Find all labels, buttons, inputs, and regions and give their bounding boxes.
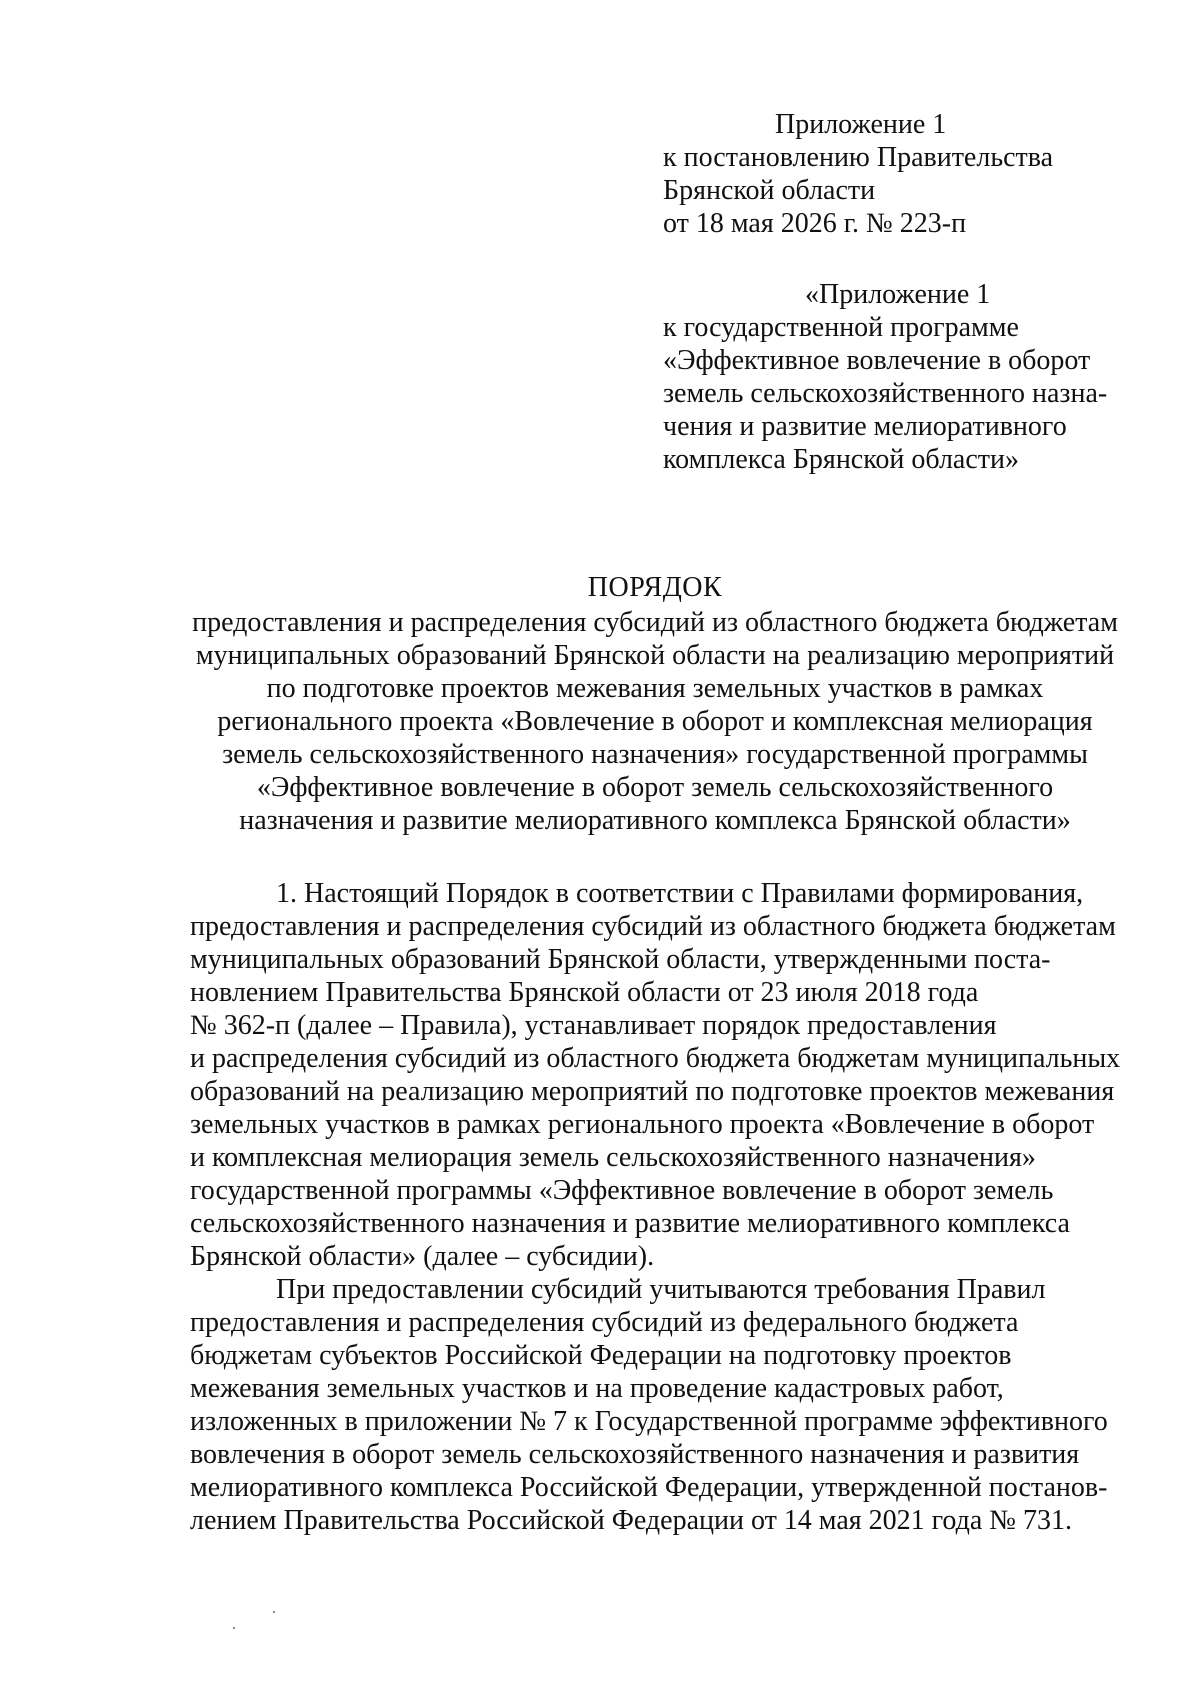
- paragraph-line: и распределения субсидий из областного бюджета бюджетам муниципальных: [190, 1043, 1121, 1074]
- program-attachment-line: чения и развитие мелиоративного: [663, 411, 1067, 442]
- attachment-line: Приложение 1: [775, 109, 947, 140]
- subtitle-line: предоставления и распределения субсидий из областного бюджета бюджетам: [192, 607, 1118, 638]
- paragraph-line: вовлечения в оборот земель сельскохозяйственного назначения и развития: [190, 1439, 1080, 1470]
- scan-speck: [273, 1611, 275, 1613]
- paragraph-line: новлением Правительства Брянской области от 23 июля 2018 года: [190, 977, 979, 1008]
- program-attachment-line: «Эффективное вовлечение в оборот: [663, 345, 1091, 376]
- paragraph-line: предоставления и распределения субсидий из федерального бюджета: [190, 1307, 1019, 1338]
- program-attachment-line: к государственной программе: [663, 312, 1019, 343]
- paragraph-line: образований на реализацию мероприятий по подготовке проектов межевания: [190, 1076, 1115, 1107]
- attachment-line: от 18 мая 2026 г. № 223-п: [663, 208, 967, 239]
- paragraph-line: бюджетам субъектов Российской Федерации на подготовку проектов: [190, 1340, 1012, 1371]
- scan-speck: [233, 1627, 235, 1629]
- program-attachment-line: «Приложение 1: [805, 279, 991, 310]
- paragraph-line: муниципальных образований Брянской области, утвержденными поста-: [190, 944, 1051, 975]
- paragraph-line: межевания земельных участков и на проведение кадастровых работ,: [190, 1373, 1004, 1404]
- paragraph-2: [190, 1273, 1141, 1537]
- paragraph-line: изложенных в приложении № 7 к Государственной программе эффективного: [190, 1406, 1108, 1437]
- attachment-line: Брянской области: [663, 175, 876, 206]
- subtitle-line: земель сельскохозяйственного назначения» государственной программы: [222, 739, 1088, 770]
- paragraph-line: 1. Настоящий Порядок в соответствии с Правилами формирования,: [276, 878, 1084, 909]
- document-title: ПОРЯДОК: [587, 572, 723, 603]
- paragraph-line: мелиоративного комплекса Российской Федерации, утвержденной постанов-: [190, 1472, 1108, 1503]
- paragraph-line: сельскохозяйственного назначения и развитие мелиоративного комплекса: [190, 1208, 1070, 1239]
- subtitle-line: по подготовке проектов межевания земельных участков в рамках: [266, 673, 1044, 704]
- paragraph-line: № 362-п (далее – Правила), устанавливает порядок предоставления: [190, 1010, 997, 1041]
- paragraph-line: государственной программы «Эффективное вовлечение в оборот земель: [190, 1175, 1054, 1206]
- subtitle-line: муниципальных образований Брянской области на реализацию мероприятий: [195, 640, 1115, 671]
- document-subtitle: [170, 606, 1140, 837]
- program-attachment-line: земель сельскохозяйственного назна-: [663, 378, 1108, 409]
- paragraph-1: [190, 877, 1141, 1273]
- paragraph-line: лением Правительства Российской Федерации от 14 мая 2021 года № 731.: [190, 1505, 1073, 1536]
- document-body: [190, 877, 1141, 1537]
- subtitle-line: «Эффективное вовлечение в оборот земель сельскохозяйственного: [256, 772, 1054, 803]
- program-attachment-header: [663, 278, 1163, 476]
- subtitle-line: назначения и развитие мелиоративного комплекса Брянской области»: [239, 805, 1071, 836]
- attachment-line: к постановлению Правительства: [663, 142, 1054, 173]
- paragraph-line: При предоставлении субсидий учитываются требования Правил: [276, 1274, 1046, 1305]
- attachment-header: [663, 108, 1143, 240]
- subtitle-line: регионального проекта «Вовлечение в оборот и комплексная мелиорация: [217, 706, 1093, 737]
- paragraph-line: Брянской области» (далее – субсидии).: [190, 1241, 655, 1272]
- paragraph-line: и комплексная мелиорация земель сельскохозяйственного назначения»: [190, 1142, 1036, 1173]
- program-attachment-line: комплекса Брянской области»: [663, 444, 1019, 475]
- paragraph-line: земельных участков в рамках регионального проекта «Вовлечение в оборот: [190, 1109, 1095, 1140]
- paragraph-line: предоставления и распределения субсидий из областного бюджета бюджетам: [190, 911, 1116, 942]
